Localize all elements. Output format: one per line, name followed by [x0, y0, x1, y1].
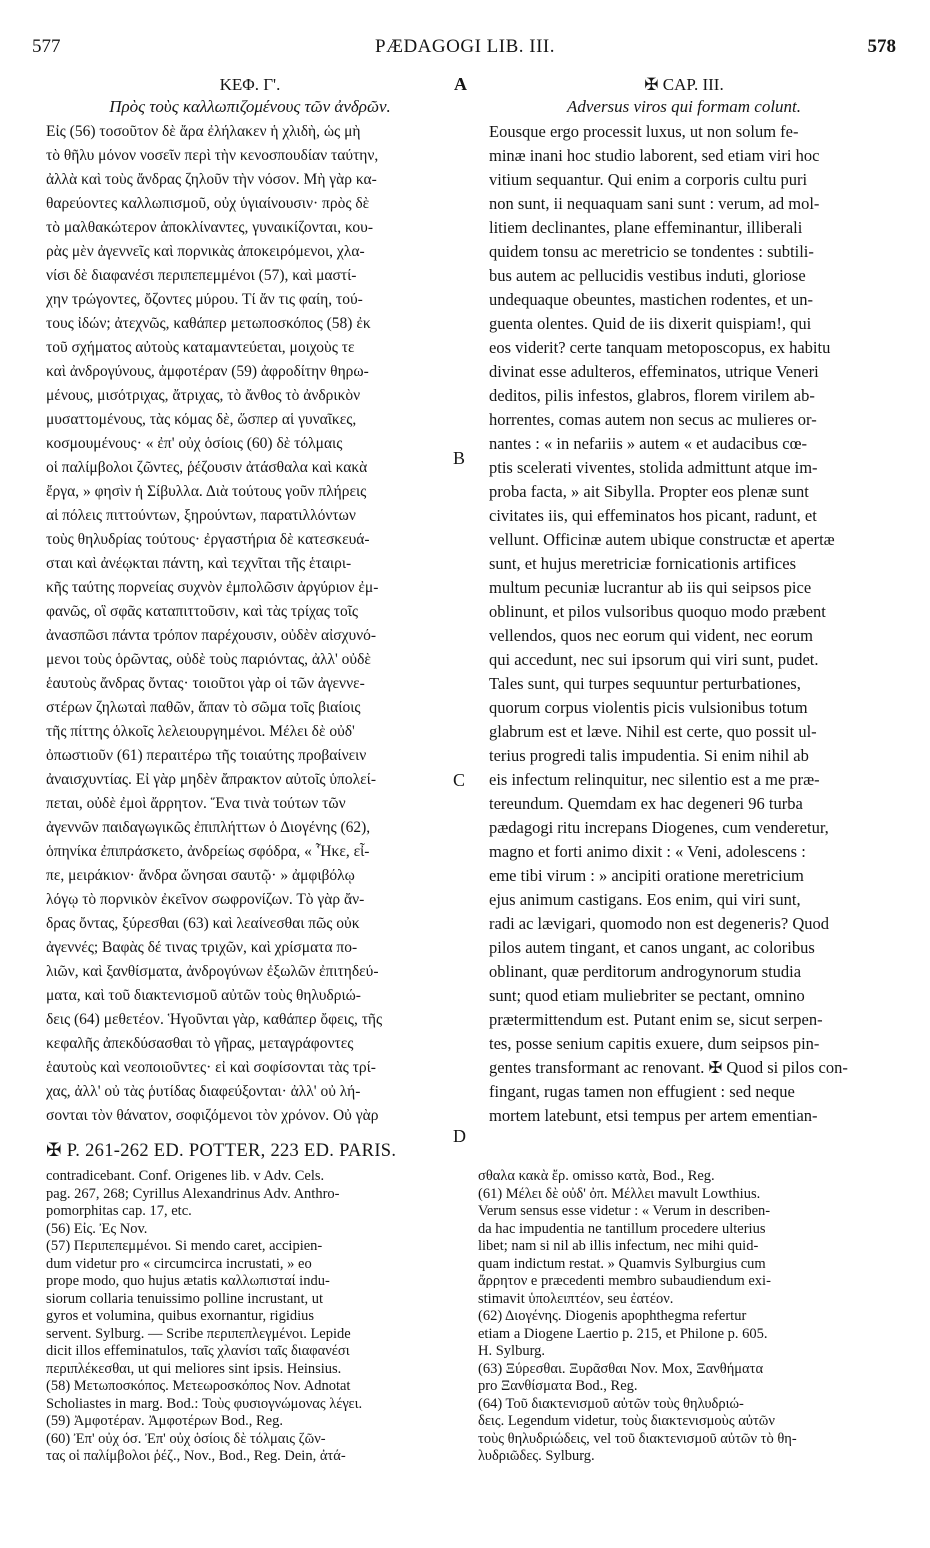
text-line: νίσι δὲ διαφανέσι περιπεπεμμένοι (57), καὶ μαστί-: [46, 267, 357, 284]
text-line: fingant, rugas tamen non effugient : sed neque: [489, 1082, 795, 1101]
text-line: ματα, καὶ τοῦ διακτενισμοῦ αὐτῶν τοὺς θηλυδριώ-: [46, 987, 361, 1004]
text-line: eis infectum relinquitur, nec silentio est a me præ-: [489, 770, 820, 789]
text-line: ἑαυτοὺς καὶ νεοποιοῦντες· εἰ καὶ σοφίσονται τὰς τρί-: [46, 1059, 376, 1076]
footnote-line: (63) Ξύρεσθαι. Ξυρᾶσθαι Nov. Mox, Ξανθήματα: [478, 1360, 764, 1377]
footnote-line: contradicebant. Conf. Origenes lib. v Adv. Cels.: [46, 1168, 325, 1184]
text-line: λόγῳ τὸ πορνικὸν ἐκεῖνον σωφρονίζων. Τὸ γὰρ ἄν-: [46, 891, 365, 908]
text-line: sunt, et hujus meretriciæ fornicationis artifices: [489, 554, 796, 573]
text-line: ἀγεννές; Βαφὰς δέ τινας τριχῶν, καὶ χρίσματα πο-: [46, 939, 358, 956]
footnote-line: etiam a Diogene Laertio p. 215, et Philone p. 605.: [478, 1325, 768, 1342]
text-line: bus autem ac pellucidis vestibus induti, gloriose: [489, 266, 806, 285]
footnote-line: λυδριῶδες. Sylburg.: [478, 1448, 595, 1464]
text-line: deditos, pilis infestos, glabros, florem virilem ab-: [489, 386, 815, 405]
footnote-line: (62) Διογένης. Diogenis apophthegma refertur: [478, 1308, 747, 1324]
text-line: magno et forti animo dixit : « Veni, adolescens :: [489, 842, 806, 861]
text-line: ἔργα, » φησὶν ἡ Σίβυλλα. Διὰ τούτους γοῦν πλήρεις: [46, 483, 367, 500]
text-line: χην τρώγοντες, ὄζοντες μύρου. Τί ἄν τις φαίη, τού-: [46, 291, 363, 308]
text-line: sunt; quod etiam muliebriter se pectant, omnino: [489, 986, 805, 1005]
text-line: κεφαλῆς ἀπεκδύσασθαι τὸ γῆρας, μεταγράφοντες: [46, 1035, 354, 1052]
footnote-line: pag. 267, 268; Cyrillus Alexandrinus Adv. Anthro-: [46, 1185, 340, 1202]
text-line: μένους, μισότριχας, ἄτριχας, τὸ ἄνθος τὸ ἀνδρικὸν: [46, 387, 361, 404]
footnote-line: τοὺς θηλυδριώδεις, vel τοῦ διακτενισμοῦ αὐτῶν τὸ θη-: [478, 1430, 797, 1447]
margin-marker-d: D: [453, 1126, 466, 1146]
text-line: tereundum. Quemdam ex hac degeneri 96 turba: [489, 794, 803, 813]
text-line: undequaque obeuntes, mastichen rodentes, et un-: [489, 290, 813, 309]
footnote-line: (64) Τοῦ διακτενισμοῦ αὐτῶν τοὺς θηλυδριώ-: [478, 1395, 744, 1412]
footnote-line: Verum sensus esse videtur : « Verum in describen-: [478, 1203, 771, 1219]
greek-text: [46, 120, 454, 1128]
running-header: PÆDAGOGI LIB. III.: [375, 36, 555, 57]
text-line: μυσαττομένους, τὰς κόμας δὲ, ὥσπερ αἱ γυναῖκες,: [46, 411, 357, 428]
margin-marker-c: C: [453, 770, 466, 790]
text-line: Eousque ergo processit luxus, ut non solum fe-: [489, 122, 799, 141]
footnote-line: da hac impudentia ne tantillum procedere ulterius: [478, 1220, 766, 1237]
text-line: σονται τὸν θάνατον, σοφιζόμενοι τὸν χρόνον. Οὐ γὰρ: [46, 1107, 379, 1124]
text-line: radi ac lævigari, quomodo non est degeneris? Quod: [489, 914, 829, 933]
text-line: litiem declinantes, plane effeminantur, illiberali: [489, 218, 803, 237]
text-line: gentes transformant ac renovant. ✠ Quod si pilos con-: [489, 1058, 848, 1077]
text-line: oblinant, quæ perditorum androgynorum studia: [489, 962, 802, 981]
page-number-right: 578: [867, 36, 896, 57]
text-line: ἀγεννῶν παιδαγωγικῶς ἐπιπλήττων ὁ Διογένης (62),: [46, 819, 371, 836]
latin-chapter-subtitle: Adversus viros qui formam colunt.: [566, 97, 802, 116]
text-line: ὁπηνίκα ἐπιπράσκετο, ἀνδρείως σφόδρα, « Ἧκε, εἶ-: [46, 843, 370, 860]
footnote-line: H. Sylburg.: [478, 1343, 546, 1359]
text-line: ρὰς μὲν ἀγεννεῖς καὶ πορνικὰς ἀποκειρόμενοι, χλα-: [46, 243, 365, 260]
footnote-line: σθαλα κακὰ ἔρ. omisso κατὰ, Bod., Reg.: [478, 1168, 715, 1184]
text-line: στέρων ζηλωταὶ παθῶν, ἅπαν τὸ σῶμα τοῖς βιαίοις: [46, 699, 361, 716]
text-line: οἱ παλίμβολοι ζῶντες, ῥέζουσιν ἀτάσθαλα καὶ κακὰ: [46, 459, 368, 476]
text-line: τοῦ σχήματος αὐτοὺς καταμαντεύεται, μοιχοὺς τε: [46, 339, 355, 356]
text-line: ἀλλὰ καὶ τοὺς ἄνδρας ζηλοῦν τὴν νόσον. Μὴ γὰρ κα-: [46, 171, 377, 188]
page-number-left: 577: [32, 36, 61, 57]
text-line: eme tibi virum : » ancipiti oratione meretricium: [489, 866, 804, 885]
text-line: proba facta, » ait Sibylla. Propter eos plenæ sunt: [489, 482, 809, 501]
text-line: Εἰς (56) τοσοῦτον δὲ ἄρα ἐλήλακεν ἡ χλιδὴ, ὡς μὴ: [46, 123, 361, 140]
text-line: φανῶς, οἳ σφᾶς καταπιττοῦσιν, καὶ τὰς τρίχας τοῖς: [46, 603, 358, 620]
text-line: quorum corpus violentis picis vulsionibus totum: [489, 698, 808, 717]
greek-column: [46, 74, 454, 1128]
text-line: qui accedunt, nec sui ipsorum qui viri sunt, pudet.: [489, 650, 819, 669]
footnote-line: (58) Μετωποσκόπος. Μετεωροσκόπος Nov. Adnotat: [46, 1378, 351, 1394]
text-line: civitates iis, qui effeminatos hos picant, radunt, et: [489, 506, 817, 525]
text-line: δεις (64) μεθετέον. Ἡγοῦνται γὰρ, καθάπερ ὄφεις, τῆς: [46, 1011, 383, 1028]
text-line: minæ inani hoc studio laborent, sed etiam viri hoc: [489, 146, 820, 165]
footnote-line: (60) Ἐπ' οὐχ όσ. Ἐπ' οὐχ ὁσίοις δὲ τόλμαις ζῶν-: [46, 1430, 326, 1447]
text-line: oblinunt, et pilos vulsoribus quoquo modo præbent: [489, 602, 826, 621]
footnote-line: (56) Εἰς. Ἐς Nov.: [46, 1220, 148, 1237]
footnotes-left: [46, 1168, 456, 1466]
text-line: ἑαυτοὺς ἄνδρας ὄντας· τοιοῦτοι γὰρ οἱ τῶν ἀγεννε-: [46, 675, 365, 692]
footnote-line: pro Ξανθίσματα Bod., Reg.: [478, 1378, 638, 1394]
footnote-line: (61) Μέλει δὲ οὐδ' ὀπ. Μέλλει mavult Lowthius.: [478, 1185, 761, 1202]
text-line: ἀναισχυντίας. Εἰ γὰρ μηδὲν ἄπρακτον αὐτοῖς ὑπολεί-: [46, 771, 376, 788]
margin-marker-a: A: [454, 74, 467, 94]
text-line: ejus animum castigans. Eos enim, qui viri sunt,: [489, 890, 801, 909]
margin-marker-b: B: [453, 448, 466, 468]
text-line: κοσμουμένους· « ἐπ' οὐχ ὁσίοις (60) δὲ τόλμαις: [46, 435, 343, 452]
footnote-line: Scholiastes in marg. Bod.: Τοὺς φυσιογνώμονας λέγει.: [46, 1395, 363, 1412]
footnote-line: δεις. Legendum videtur, τοὺς διακτενισμοὺς αὐτῶν: [478, 1413, 775, 1429]
text-line: multum pecuniæ lucrantur ab iis qui seipsos pice: [489, 578, 812, 597]
footnote-line: ἄρρητον e præcedenti membro subaudiendum exi-: [478, 1273, 771, 1289]
text-line: χας, ἀλλ' οὐ τὰς ῥυτίδας διαφεύξονται· ἀλλ' οὐ λή-: [46, 1083, 361, 1100]
text-line: σται καὶ ἀνέῳκται πάντη, καὶ τεχνῖται τῆς ἑταιρι-: [46, 555, 352, 572]
greek-chapter-title: ΚΕΦ. Γ'.: [219, 75, 281, 94]
text-line: Tales sunt, qui turpes sequuntur perturbationes,: [489, 674, 801, 693]
text-line: non sunt, ii nequaquam sani sunt : verum, ad mol-: [489, 194, 820, 213]
latin-chapter-title: ✠ CAP. III.: [644, 75, 724, 94]
text-line: nantes : « in nefariis » autem « et audacibus cœ-: [489, 434, 807, 453]
text-line: pilos autem tingant, et canos ungant, ac coloribus: [489, 938, 815, 957]
text-line: δρας ὄντας, ξύρεσθαι (63) καὶ λεαίνεσθαι πῶς οὐκ: [46, 915, 360, 932]
text-line: πε, μειράκιον· ἄνδρα ὤνησαι σαυτῷ· » ἀμφιβόλῳ: [46, 867, 355, 884]
text-line: πεται, οὐδὲ ἐμοὶ ἄρρητον. Ἕνα τινὰ τούτων τῶν: [46, 795, 346, 812]
text-line: horrentes, comas autem non secus ac mulieres or-: [489, 410, 817, 429]
edition-reference: ✠ P. 261-262 ED. POTTER, 223 ED. PARIS.: [46, 1141, 397, 1161]
footnote-line: stimavit ὑπολειπτέον, seu ἐατέον.: [478, 1290, 674, 1307]
latin-text: [489, 120, 879, 1128]
text-line: prætermittendum est. Putant enim se, sicut serpen-: [489, 1010, 823, 1029]
text-line: τὸ μαλθακώτερον ἀποκλίναντες, γυναικίζονται, κου-: [46, 219, 374, 236]
text-line: λιῶν, καὶ ξανθίσματα, ἀνδρογύνων ἐξωλῶν ἐπιτηδεύ-: [46, 963, 379, 980]
text-line: vellunt. Officinæ autem ubique constructæ et apertæ: [489, 530, 835, 549]
footnote-line: τας οἱ παλίμβολοι ῥέζ., Nov., Bod., Reg. Dein, ἀτά-: [46, 1448, 346, 1464]
text-line: μενοι τοὺς ὁρῶντας, οὐδὲ τοὺς παριόντας, ἀλλ' οὐδὲ: [46, 651, 371, 668]
footnote-line: siorum collaria tenuissimo polline incrustant, ut: [46, 1290, 324, 1307]
text-line: vellendos, quos nec eorum qui vident, nec eorum: [489, 626, 813, 645]
text-line: καὶ ἀνδρογύνους, ἀμφοτέραν (59) ἀφροδίτην θηρω-: [46, 363, 369, 380]
footnote-line: pomorphitas cap. 17, etc.: [46, 1203, 192, 1219]
text-line: guenta olentes. Quid de iis dixerit quispiam!, qui: [489, 314, 812, 333]
footnote-line: libet; nam si nil ab illis infectum, nec mihi quid-: [478, 1238, 759, 1254]
footnote-line: quam indictum restat. » Quamvis Sylburgius cum: [478, 1255, 766, 1272]
footnotes-right: [478, 1168, 883, 1466]
footnote-line: prope modo, quo hujus ætatis καλλωπισταί indu-: [46, 1273, 330, 1289]
text-line: τὸ θῆλυ μόνον νοσεῖν περὶ τὴν κενοσπουδίαν ταύτην,: [46, 147, 379, 164]
text-line: τοὺς θηλυδρίας τούτους· ἐργαστήρια δὲ κατεσκευά-: [46, 531, 370, 548]
footnote-line: gyros et volumina, quibus exornantur, rigidius: [46, 1308, 315, 1324]
text-line: mortem latebunt, etsi tempus per artem ementian-: [489, 1106, 818, 1125]
footnote-line: (57) Περιπεπεμμένοι. Si mendo caret, accipien-: [46, 1238, 323, 1254]
footnote-line: dicit illos effeminatulos, ταῖς χλανίσι ταῖς διαφανέσι: [46, 1343, 350, 1359]
text-line: eos viderit? certe tanquam metoposcopus, ex habitu: [489, 338, 831, 357]
text-line: κῆς ταύτης πορνείας συχνὸν ἐμπολῶσιν ἀργύριον ἐμ-: [46, 579, 379, 596]
text-line: θαρεύοντες καλλωπισμοῦ, οὐχ ὑγιαίνουσιν· πρὸς δὲ: [46, 195, 370, 212]
text-line: vitium sequantur. Qui enim a corporis cultu puri: [489, 170, 808, 189]
text-line: quidem tonsu ac meretricio se tondentes : subtili-: [489, 242, 814, 261]
latin-column: [489, 74, 879, 1128]
footnote-line: dum videtur pro « circumcirca incrustati, » eo: [46, 1255, 312, 1272]
footnote-line: servent. Sylburg. — Scribe περιπεπλεγμένοι. Lepide: [46, 1325, 351, 1342]
text-line: ptis scelerati viventes, stolida admittunt atque im-: [489, 458, 818, 477]
text-line: glabrum est et læve. Nihil est certe, quo possit ul-: [489, 722, 817, 741]
text-line: τους ἰδών; ἀτεχνῶς, καθάπερ μετωποσκόπος (58) ἐκ: [46, 315, 371, 332]
footnote-line: περιπλέκεσθαι, ut qui meliores sint ipsis. Heinsius.: [46, 1360, 342, 1377]
text-line: tes, posse senium capitis exuere, dum seipsos pin-: [489, 1034, 820, 1053]
text-line: ἀνασπῶσι πάντα τρόπον παρέχουσιν, οὐδὲν αἰσχυνό-: [46, 627, 377, 644]
text-line: pædagogi ritu increpans Diogenes, cum venderetur,: [489, 818, 829, 837]
text-line: τῆς πίττης ὁλκοῖς λελειουργημένοι. Μέλει δὲ οὐδ': [46, 723, 355, 740]
text-line: terius progredi talis impudentia. Si enim nihil ab: [489, 746, 809, 765]
text-line: αἱ πόλεις πιττούντων, ξηρούντων, παρατιλλόντων: [46, 507, 356, 524]
text-line: ὀπωστιοῦν (61) περαιτέρω τῆς τοιαύτης προβαίνειν: [46, 747, 367, 764]
text-line: divinat esse adulteros, effeminatos, utrique Veneri: [489, 362, 819, 381]
footnote-line: (59) Ἀμφοτέραν. Ἀμφοτέρων Bod., Reg.: [46, 1413, 283, 1429]
greek-chapter-subtitle: Πρὸς τοὺς καλλωπιζομένους τῶν ἀνδρῶν.: [109, 97, 391, 116]
